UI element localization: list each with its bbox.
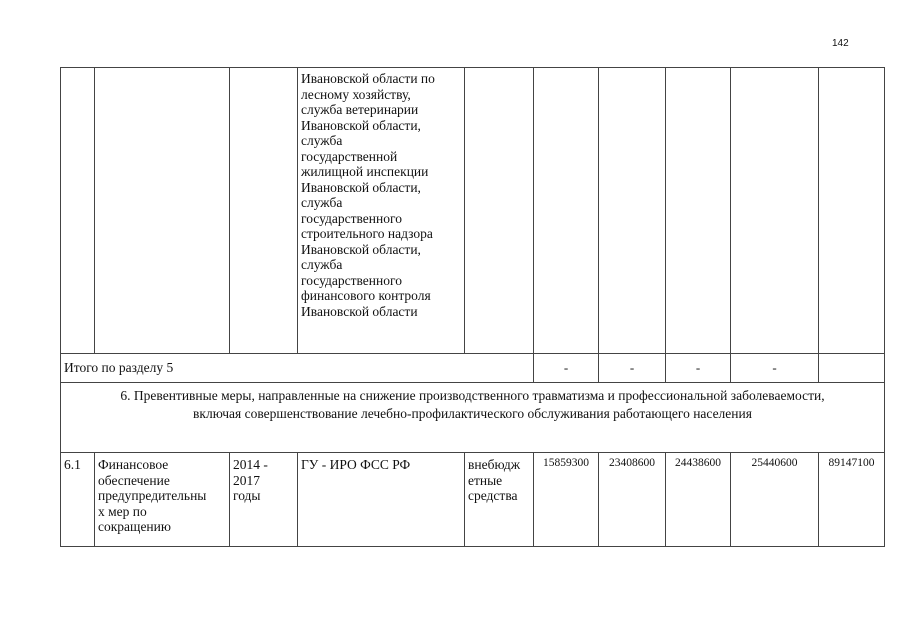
row-value: 24438600 — [666, 453, 731, 547]
executor-line: Ивановской области, — [301, 117, 421, 133]
row-value: 15859300 — [534, 453, 599, 547]
section-heading-line: включая совершенствование лечебно-профилактического обслуживания работающего населения — [193, 406, 752, 421]
cell-source — [465, 68, 534, 354]
section-heading-line: 6. Превентивные меры, направленные на снижение производственного травматизма и профессиональной заболеваемости, — [120, 388, 825, 403]
row-name-line: обеспечение — [98, 472, 170, 488]
program-table — [60, 67, 885, 547]
row-period — [230, 453, 298, 547]
executor-line: служба ветеринарии — [301, 102, 419, 117]
executor-line: Ивановской области, — [301, 179, 421, 195]
row-source — [465, 453, 534, 547]
cell-value — [599, 68, 666, 354]
row-name-line: предупредительны — [98, 488, 207, 503]
row-value: 25440600 — [731, 453, 819, 547]
row-period-line: 2017 — [233, 472, 260, 488]
cell-period — [230, 68, 298, 354]
executor-line: лесному хозяйству, — [301, 86, 411, 102]
executor-line: Ивановской области — [301, 303, 418, 319]
row-period-line: 2014 - — [233, 457, 268, 472]
row-source-line: внебюдж — [468, 457, 521, 472]
executor-line: жилищной инспекции — [301, 164, 429, 179]
cell-value — [819, 68, 885, 354]
total-value: - — [534, 354, 599, 383]
cell-number — [61, 68, 95, 354]
table-row-6-1 — [61, 453, 885, 547]
total-value: - — [599, 354, 666, 383]
row-period-line: годы — [233, 488, 261, 503]
cell-executor — [298, 68, 465, 354]
cell-value — [731, 68, 819, 354]
total-value: - — [666, 354, 731, 383]
executor-line: Ивановской области по — [301, 71, 435, 86]
page-number: 142 — [832, 38, 849, 49]
table-row-section-heading — [61, 383, 885, 453]
row-name-line: х мер по — [98, 503, 147, 519]
row-source-line: средства — [468, 488, 518, 503]
executor-line: служба — [301, 257, 343, 272]
total-value: - — [731, 354, 819, 383]
total-label: Итого по разделу 5 — [61, 354, 534, 383]
row-value: 23408600 — [599, 453, 666, 547]
row-name — [95, 453, 230, 547]
executor-line: строительного надзора — [301, 226, 433, 241]
executor-line: государственного — [301, 272, 402, 288]
executor-line: служба — [301, 133, 343, 148]
row-number: 6.1 — [61, 453, 95, 547]
row-value: 89147100 — [819, 453, 885, 547]
total-value — [819, 354, 885, 383]
executor-line: Ивановской области, — [301, 241, 421, 257]
cell-value — [666, 68, 731, 354]
executor-line: служба — [301, 195, 343, 210]
table-row-total — [61, 354, 885, 383]
cell-name — [95, 68, 230, 354]
table-row-top — [61, 68, 885, 354]
executor-line: государственного — [301, 210, 402, 226]
row-name-line: Финансовое — [98, 457, 169, 472]
executor-line: финансового контроля — [301, 288, 431, 303]
row-name-line: сокращению — [98, 519, 171, 534]
section-heading — [61, 383, 885, 453]
executor-line: государственной — [301, 148, 398, 164]
row-source-line: етные — [468, 472, 503, 488]
cell-value — [534, 68, 599, 354]
row-executor: ГУ - ИРО ФСС РФ — [298, 453, 465, 547]
